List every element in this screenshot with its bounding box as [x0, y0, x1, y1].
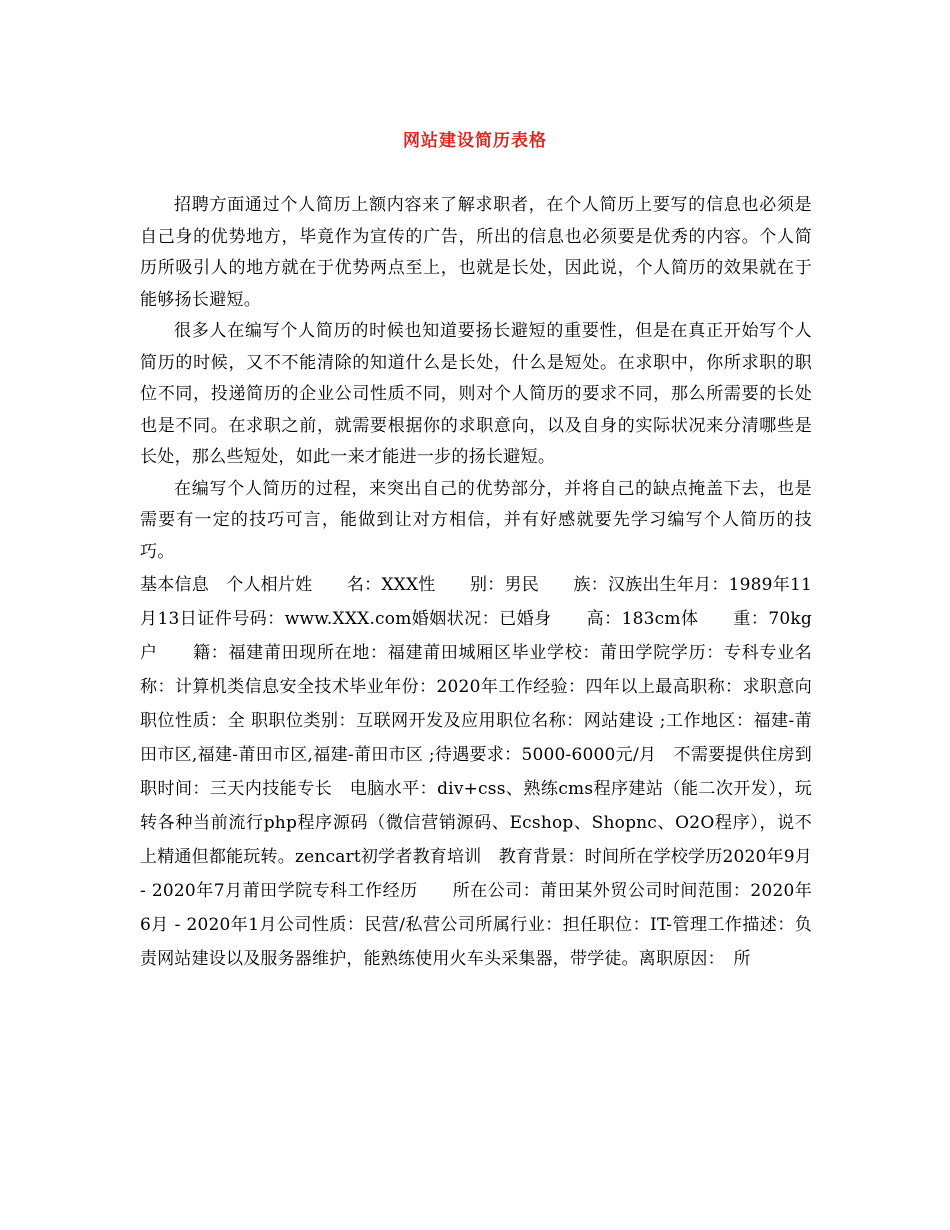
document-title: 网站建设简历表格	[403, 131, 547, 151]
intro-paragraph-2: 很多人在编写个人简历的时候也知道要扬长避短的重要性，但是在真正开始写个人简历的时候，又不不能清除的知道什么是长处，什么是短处。在求职中，你所求职的职位不同，投递简历的企业公司性质不同，则对个人简历的要求不同，那么所需要的长处也是不同。在求职之前，就需要根据你的求职意向，以及自身的实际状况来分清哪些是长处，那么些短处，如此一来才能进一步的扬长避短。	[140, 321, 812, 467]
document-body	[140, 190, 830, 976]
intro-paragraph-3: 在编写个人简历的过程，来突出自己的优势部分，并将自己的缺点掩盖下去，也是需要有一定的技巧可言，能做到让对方相信，并有好感就要先学习编写个人简历的技巧。	[140, 478, 812, 562]
intro-paragraph-1: 招聘方面通过个人简历上额内容来了解求职者，在个人简历上要写的信息也必须是自己身的优势地方，毕竟作为宣传的广告，所出的信息也必须要是优秀的内容。个人简历所吸引人的地方就在于优势两点至上，也就是长处，因此说，个人简历的效果就在于能够扬长避短。	[140, 195, 812, 310]
resume-details: 基本信息 个人相片姓 名：XXX性 别：男民 族：汉族出生年月：1989年11月13日证件号码：www.XXX.com婚姻状况：已婚身 高：183cm体 重：70kg户 籍：福建莆田现所在地：福建莆田城厢区毕业学校：莆田学院学历：专科专业名称：计算机类信息安全技术毕业年份：2020年工作经验：四年以上最高职称：求职意向 职位性质：全 职职位类别：互联网开发及应用职位名称：网站建设 ;工作地区：福建-莆田市区,福建-莆田市区,福建-莆田市区 ;待遇要求：5000-6000元/月 不需要提供住房到职时间：三天内技能专长 电脑水平：div+css、熟练cms程序建站（能二次开发），玩转各种当前流行php程序源码（微信营销源码、Ecshop、Shopnc、O2O程序），说不上精通但都能玩转。zencart初学者教育培训 教育背景：时间所在学校学历2020年9月 - 2020年7月莆田学院专科工作经历 所在公司：莆田某外贸公司时间范围：2020年6月 - 2020年1月公司性质：民营/私营公司所属行业：担任职位：IT-管理工作描述：负责网站建设以及服务器维护，能熟练使用火车头采集器，带学徒。离职原因： 所	[140, 575, 830, 969]
